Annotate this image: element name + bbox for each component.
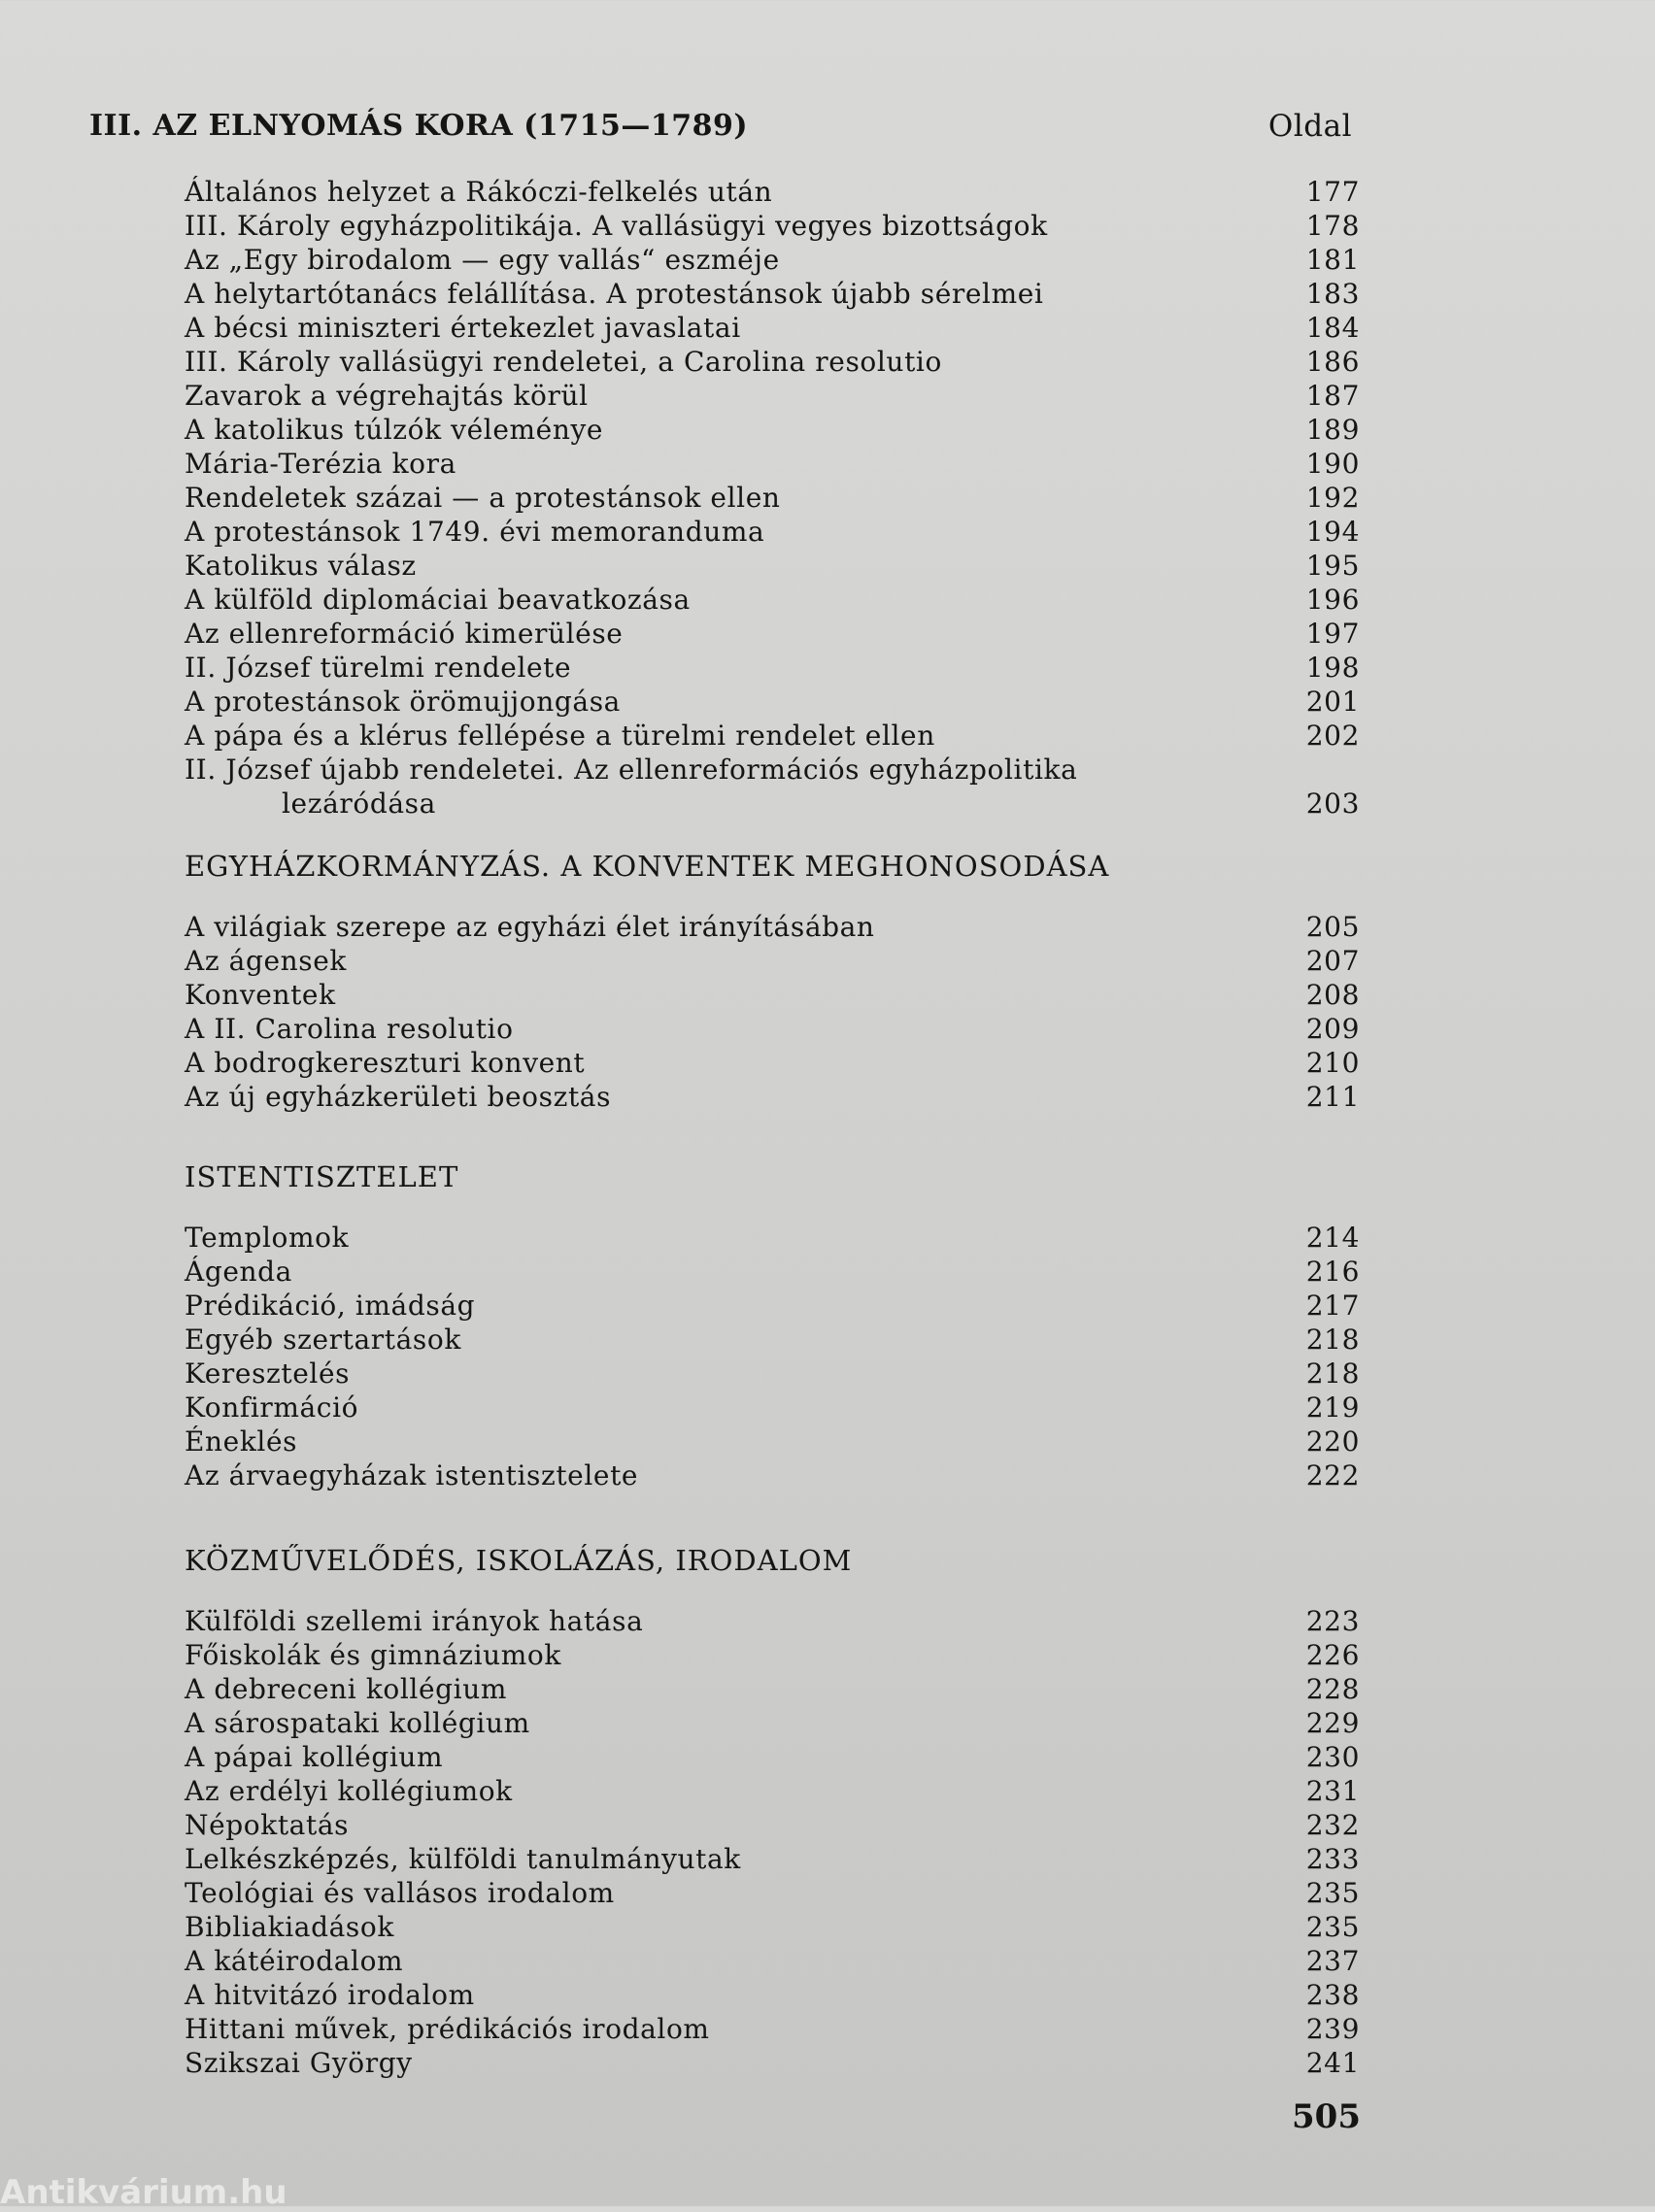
entry-page: 219 [1305, 1391, 1360, 1424]
entry-text: Szikszai György [185, 2047, 413, 2079]
page-number: 505 [1292, 2097, 1361, 2136]
entry-page: 220 [1305, 1425, 1360, 1458]
toc-entry [185, 1012, 1360, 1046]
entry-page: 209 [1305, 1013, 1360, 1045]
entry-page: 210 [1305, 1047, 1360, 1079]
entry-page: 233 [1305, 1843, 1360, 1875]
entry-text: A protestánsok örömujjongása [185, 686, 621, 718]
entry-text: Lelkészképzés, külföldi tanulmányutak [185, 1843, 741, 1875]
entry-page: 184 [1305, 312, 1360, 344]
entry-page: 214 [1305, 1222, 1360, 1254]
entry-text: A pápa és a klérus fellépése a türelmi rendelet ellen [185, 720, 935, 752]
toc-entry [185, 651, 1360, 685]
entry-text: A bécsi miniszteri értekezlet javaslatai [185, 312, 741, 344]
toc-entry [185, 1706, 1360, 1740]
toc-entry [185, 1046, 1360, 1080]
toc-entry [185, 1876, 1360, 1910]
entry-page: 226 [1305, 1639, 1360, 1671]
toc-entry [185, 1255, 1360, 1289]
entry-page: 229 [1305, 1707, 1360, 1739]
entry-text: Rendeletek százai — a protestánsok ellen [185, 482, 781, 514]
section-title: KÖZMŰVELŐDÉS, ISKOLÁZÁS, IRODALOM [185, 1544, 853, 1577]
entry-page: 218 [1305, 1357, 1360, 1390]
toc-entry [185, 583, 1360, 617]
entry-page: 178 [1305, 210, 1360, 242]
entry-text: Külföldi szellemi irányok hatása [185, 1605, 644, 1637]
toc-entry [185, 1221, 1360, 1255]
toc-entry [185, 753, 1360, 787]
toc-entry [185, 1944, 1360, 1978]
toc-entry [185, 1740, 1360, 1774]
entry-page: 223 [1305, 1605, 1360, 1637]
entry-page: 232 [1305, 1809, 1360, 1841]
entry-text: Éneklés [185, 1425, 298, 1458]
entry-page: 235 [1305, 1877, 1360, 1909]
entry-page: 228 [1305, 1673, 1360, 1705]
entry-text: A protestánsok 1749. évi memoranduma [185, 516, 765, 548]
entry-text: III. Károly vallásügyi rendeletei, a Carolina resolutio [185, 346, 942, 378]
entry-text: A debreceni kollégium [185, 1673, 508, 1705]
toc-entry [185, 1458, 1360, 1492]
toc-entry [185, 209, 1360, 243]
toc-entry [185, 1604, 1360, 1638]
entry-page: 211 [1305, 1081, 1360, 1113]
entry-page: 183 [1305, 278, 1360, 310]
entry-page: 230 [1305, 1741, 1360, 1773]
entry-text: Népoktatás [185, 1809, 350, 1841]
toc-entry [185, 311, 1360, 345]
entry-text: Az árvaegyházak istentisztelete [185, 1459, 639, 1491]
toc-section-4 [185, 1544, 1360, 2080]
entry-page: 237 [1305, 1945, 1360, 1977]
entry-page: 186 [1305, 346, 1360, 378]
toc-entry [185, 1424, 1360, 1458]
entry-text: A világiak szerepe az egyházi élet irányításában [185, 911, 875, 943]
entry-page: 197 [1305, 618, 1360, 650]
toc-section-1 [185, 175, 1360, 821]
entry-page: 181 [1305, 244, 1360, 276]
entry-text: Katolikus válasz [185, 550, 417, 582]
entry-page: 235 [1305, 1911, 1360, 1943]
entry-page: 207 [1305, 945, 1360, 977]
entry-page: 192 [1305, 482, 1360, 514]
entry-page: 216 [1305, 1256, 1360, 1288]
entry-page: 194 [1305, 516, 1360, 548]
toc-entry [185, 1842, 1360, 1876]
toc-entry [185, 515, 1360, 549]
toc-entry [185, 1808, 1360, 1842]
toc-entry [185, 1357, 1360, 1391]
entry-page: 222 [1305, 1459, 1360, 1491]
entry-text: Egyéb szertartások [185, 1324, 461, 1356]
entry-page: 196 [1305, 584, 1360, 616]
entry-text: Az erdélyi kollégiumok [185, 1775, 513, 1807]
chapter-title: III. AZ ELNYOMÁS KORA (1715—1789) [89, 109, 749, 143]
entry-page: 231 [1305, 1775, 1360, 1807]
page-column-label: Oldal [1267, 109, 1352, 144]
toc-section-2 [185, 850, 1360, 1114]
toc-entry [185, 1323, 1360, 1357]
entry-text: Bibliakiadások [185, 1911, 394, 1943]
entry-text: II. József türelmi rendelete [185, 652, 572, 684]
entry-text: Zavarok a végrehajtás körül [185, 380, 589, 412]
toc-entry [185, 910, 1360, 944]
toc-entry [185, 719, 1360, 753]
entry-page: 201 [1305, 686, 1360, 718]
entry-text: Az „Egy birodalom — egy vallás“ eszméje [185, 244, 780, 276]
watermark: Antikvárium.hu [0, 2173, 287, 2212]
toc-entry [185, 1638, 1360, 1672]
entry-page: 202 [1305, 720, 1360, 752]
toc-entry [185, 549, 1360, 583]
entry-page: 217 [1305, 1290, 1360, 1322]
entry-text: Keresztelés [185, 1357, 351, 1390]
toc-entry [185, 1774, 1360, 1808]
entry-text: Hittani művek, prédikációs irodalom [185, 2013, 710, 2045]
toc-entry [185, 345, 1360, 379]
entry-page: 241 [1305, 2047, 1360, 2079]
toc-entry [185, 1391, 1360, 1424]
entry-page: 187 [1305, 380, 1360, 412]
toc-section-3 [185, 1160, 1360, 1492]
toc-entry [185, 2046, 1360, 2080]
section-title: EGYHÁZKORMÁNYZÁS. A KONVENTEK MEGHONOSODÁSA [185, 850, 1110, 883]
entry-page: 177 [1305, 176, 1360, 208]
entry-page: 198 [1305, 652, 1360, 684]
entry-text: A hitvitázó irodalom [185, 1979, 475, 2011]
toc-entry [185, 1672, 1360, 1706]
entry-page: 195 [1305, 550, 1360, 582]
entry-text: A pápai kollégium [185, 1741, 444, 1773]
entry-text: lezáródása [282, 788, 436, 820]
entry-page: 238 [1305, 1979, 1360, 2011]
entry-text: Az ágensek [185, 945, 347, 977]
entry-text: Mária-Terézia kora [185, 448, 456, 480]
entry-text: A katolikus túlzók véleménye [185, 414, 604, 446]
toc-entry [185, 2012, 1360, 2046]
entry-page: 190 [1305, 448, 1360, 480]
entry-text: Általános helyzet a Rákóczi-felkelés után [185, 176, 773, 208]
toc-entry [185, 617, 1360, 651]
entry-text: A helytartótanács felállítása. A protestánsok újabb sérelmei [185, 278, 1044, 310]
toc-entry [185, 481, 1360, 515]
entry-page: 205 [1305, 911, 1360, 943]
entry-text: Konfirmáció [185, 1391, 359, 1424]
toc-entry [185, 1080, 1360, 1114]
entry-text: Ágenda [185, 1256, 292, 1288]
toc-entry [185, 413, 1360, 447]
toc-entry [185, 175, 1360, 209]
entry-text: Főiskolák és gimnáziumok [185, 1639, 561, 1671]
entry-text: Az új egyházkerületi beosztás [185, 1081, 612, 1113]
toc-entry [185, 1978, 1360, 2012]
entry-page: 218 [1305, 1324, 1360, 1356]
entry-page: 189 [1305, 414, 1360, 446]
toc-entry [185, 685, 1360, 719]
entry-text: A sárospataki kollégium [185, 1707, 530, 1739]
entry-text: A bodrogkereszturi konvent [185, 1047, 586, 1079]
toc-entry [185, 243, 1360, 277]
entry-text: II. József újabb rendeletei. Az ellenreformációs egyházpolitika [185, 754, 1078, 786]
toc-entry [185, 1289, 1360, 1323]
toc-entry [185, 277, 1360, 311]
entry-text: A II. Carolina resolutio [185, 1013, 514, 1045]
toc-entry [185, 978, 1360, 1012]
section-title: ISTENTISZTELET [185, 1160, 459, 1193]
entry-text: III. Károly egyházpolitikája. A vallásügyi vegyes bizottságok [185, 210, 1048, 242]
entry-text: Konventek [185, 979, 336, 1011]
entry-page: 208 [1305, 979, 1360, 1011]
entry-text: A kátéirodalom [185, 1945, 404, 1977]
entry-text: Teológiai és vallásos irodalom [185, 1877, 615, 1909]
toc-entry [185, 1910, 1360, 1944]
toc-entry [185, 379, 1360, 413]
toc-entry [185, 447, 1360, 481]
toc-entry-continuation [185, 787, 1360, 821]
entry-page: 203 [1305, 788, 1360, 820]
entry-page: 239 [1305, 2013, 1360, 2045]
toc-entry [185, 944, 1360, 978]
entry-text: Prédikáció, imádság [185, 1290, 476, 1322]
entry-text: Templomok [185, 1222, 350, 1254]
entry-text: A külföld diplomáciai beavatkozása [185, 584, 691, 616]
chapter-heading [89, 109, 1352, 144]
entry-text: Az ellenreformáció kimerülése [185, 618, 624, 650]
